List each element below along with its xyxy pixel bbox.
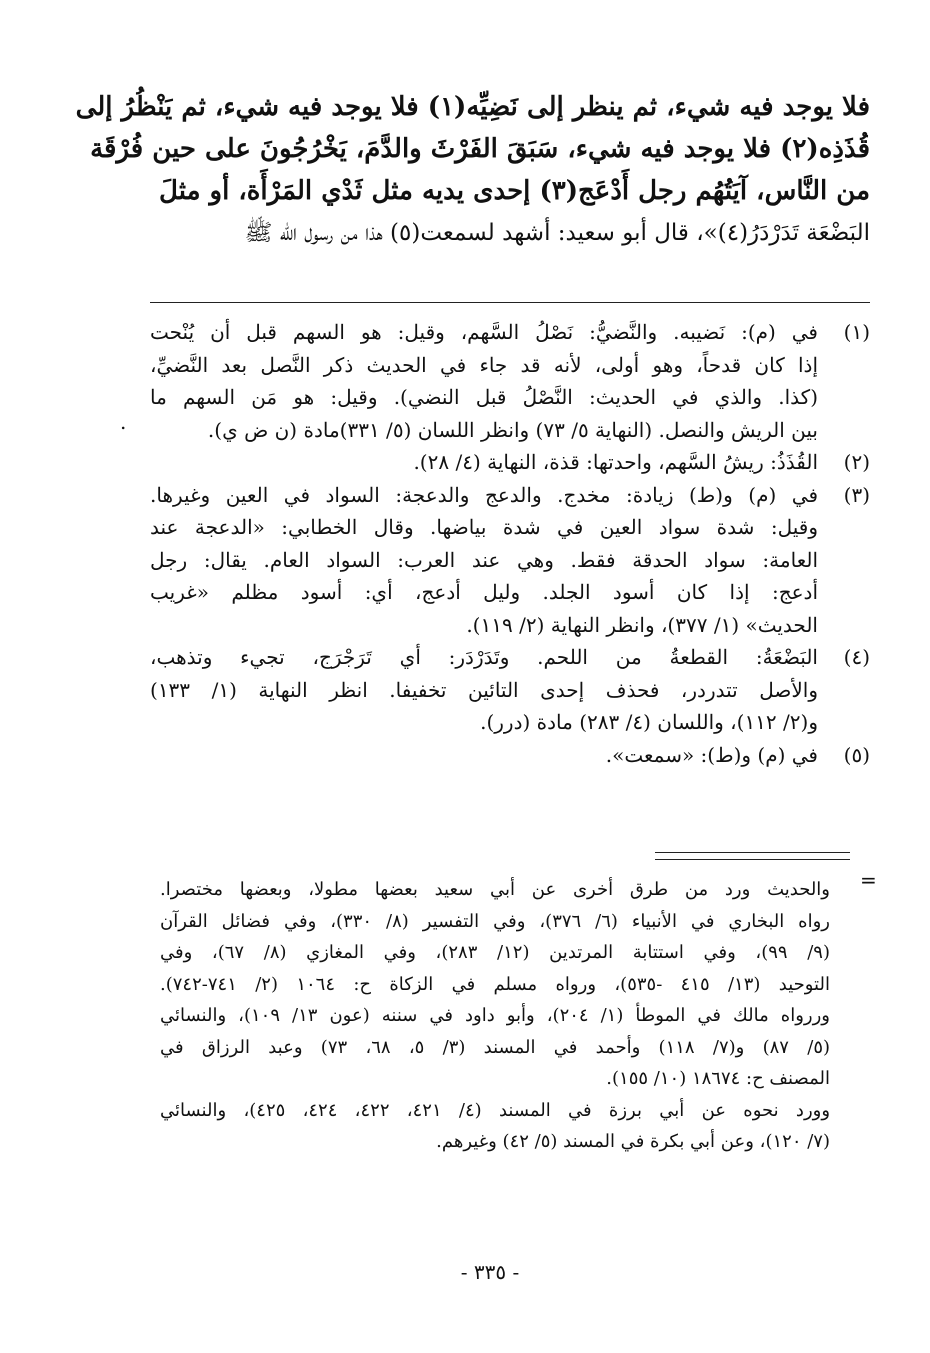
footnote bbox=[150, 446, 870, 479]
footnote bbox=[150, 316, 870, 446]
footnote-line: الحديث» (١/ ٣٧٧)، وانظر النهاية (٢/ ١١٩). bbox=[466, 612, 818, 637]
footnote-line: بين الريش والنصل. (النهاية ٥/ ٧٣) وانظر اللسان (٥/ ٣٣١)مادة (ن ض ي). bbox=[207, 417, 818, 442]
footnote-body bbox=[150, 446, 818, 479]
footnote-number: (٢) bbox=[843, 450, 870, 474]
double-separator bbox=[655, 852, 850, 860]
footnote-line: البَضْعَةُ: القطعةُ من اللحم. وتَدَرْدَر: أي تَرَجْرَج، تجيء وتذهب، bbox=[150, 645, 818, 669]
footnote-body bbox=[150, 739, 818, 772]
footnote-number: (١) bbox=[843, 320, 870, 344]
takhrij-line: (٥/ ٨٧) و(٧/ ١١٨) وأحمد في المسند (٣/ ٥، ٦٨، ٧٣) وعبد الرزاق في bbox=[160, 1036, 831, 1058]
footnote-line: أدعج: إذا كان أسود الجلد. وليل أدعج، أي: أسود مظلم «غريب bbox=[150, 580, 818, 604]
footnote-body bbox=[150, 479, 818, 642]
page-number: - ٣٣٥ - bbox=[460, 1260, 520, 1284]
footnote-line: في (م) و(ط): «سمعت». bbox=[605, 742, 818, 767]
footnote-line: العامة: سواد الحدقة فقط. وهي عند العرب: السواد العام. يقال: رجل bbox=[150, 547, 818, 572]
takhrij-line: التوحيد (١٣/ ٤١٥ -٥٣٥)، ورواه مسلم في الزكاة ح: ١٠٦٤ (٢/ ٧٤١-٧٤٢). bbox=[160, 973, 830, 995]
takhrij-line: رواه البخاري في الأنبياء (٦/ ٣٧٦)، وفي التفسير (٨/ ٣٣٠)، وفي فضائل القرآن bbox=[160, 910, 830, 932]
footnotes bbox=[150, 316, 870, 771]
footnote-line: و(٢/ ١١٢)، واللسان (٤/ ٢٨٣) مادة (درر). bbox=[480, 710, 818, 734]
footnote-line: القُذَذُ: ريشُ السَّهم، واحدتها: قذة، النهاية (٤/ ٢٨). bbox=[413, 450, 818, 474]
main-text-line: البَضْعَة تَدَرْدَرُ(٤)»، قال أبو سعيد: أشهد لسمعت(٥) هذا من رسول الله ﷺ bbox=[244, 220, 870, 246]
main-text-line: قُذَذِه(٢) فلا يوجد فيه شيء، سَبَقَ الفَرْثَ والدَّمَ، يَخْرُجُونَ على حين فُرْقَة bbox=[90, 134, 870, 164]
footnote-line: في (م): نَضيبه. والنَّضيُّ: نَصْلُ السَّهم، وقيل: هو السهم قبل أن يُنْحت bbox=[150, 320, 818, 344]
continuation-mark: = bbox=[860, 868, 877, 892]
footnote bbox=[150, 641, 870, 739]
footnote-line: والأصل تتدردر، فحذف إحدى التائين تخفيفا. انظر النهاية (١/ ١٣٣) bbox=[150, 677, 818, 702]
main-text-block bbox=[75, 86, 870, 254]
footnote bbox=[150, 739, 870, 772]
footnote-line: في (م) و(ط) زيادة: مخدج. والدعج والدعجة: السواد في العين وغيرها. bbox=[150, 482, 818, 507]
footnote-body bbox=[150, 641, 818, 739]
footnote-number: (٥) bbox=[843, 742, 870, 767]
margin-dot: . bbox=[120, 410, 127, 434]
takhrij-line: والحديث ورد من طرق أخرى عن أبي سعيد بعضها مطولا، وبعضها مختصرا. bbox=[160, 879, 830, 900]
footnote-line: وقيل: شدة سواد العين في شدة بياضها. وقال الخطابي: «الدعجة عند bbox=[150, 515, 818, 539]
takhrij-line: (٩/ ٩٩)، وفي استتابة المرتدين (١٢/ ٢٨٣)، وفي المغازي (٨/ ٦٧)، وفي bbox=[160, 942, 830, 963]
footnote-line: إذا كان قدحاً، وهو أولى، لأنه قد جاء في الحديث ذكر النَّصل بعد النَّضيِّ، bbox=[150, 352, 818, 377]
main-text-line: فلا يوجد فيه شيء، ثم ينظر إلى نَضِيِّه(١) فلا يوجد فيه شيء، ثم يَنْظُرُ إلى bbox=[75, 92, 870, 122]
takhrij-line: (٧/ ١٢٠)، وعن أبي بكرة في المسند (٥/ ٤٢) وغيرهم. bbox=[436, 1131, 830, 1152]
takhrij-line: المصنف ح: ١٨٦٧٤ (١٠/ ١٥٥). bbox=[606, 1068, 830, 1089]
footnote bbox=[150, 479, 870, 642]
footnote-number: (٣) bbox=[843, 482, 870, 507]
footnote-line: (كذا. والذي في الحديث: النَّصْلُ قبل النضي). وقيل: هو مَن السهم ما bbox=[150, 385, 818, 409]
footnote-number: (٤) bbox=[843, 645, 870, 669]
footnote-body bbox=[150, 316, 818, 446]
takhrij-notes bbox=[160, 874, 830, 1158]
main-text-line: من النَّاس، آيَتُهُم رجل أَدْعَج(٣) إحدى يديه مثل ثَدْي المَرْأَة، أو مثلَ bbox=[159, 176, 870, 206]
footnote-separator bbox=[150, 302, 870, 303]
takhrij-line: وورد نحوه عن أبي برزة في المسند (٤/ ٤٢١، ٤٢٢، ٤٢٤، ٤٢٥)، والنسائي bbox=[160, 1099, 831, 1121]
takhrij-line: وررواه مالك في الموطأ (١/ ٢٠٤)، وأبو داود في سننه (عون ١٣/ ١٠٩)، والنسائي bbox=[160, 1005, 831, 1026]
